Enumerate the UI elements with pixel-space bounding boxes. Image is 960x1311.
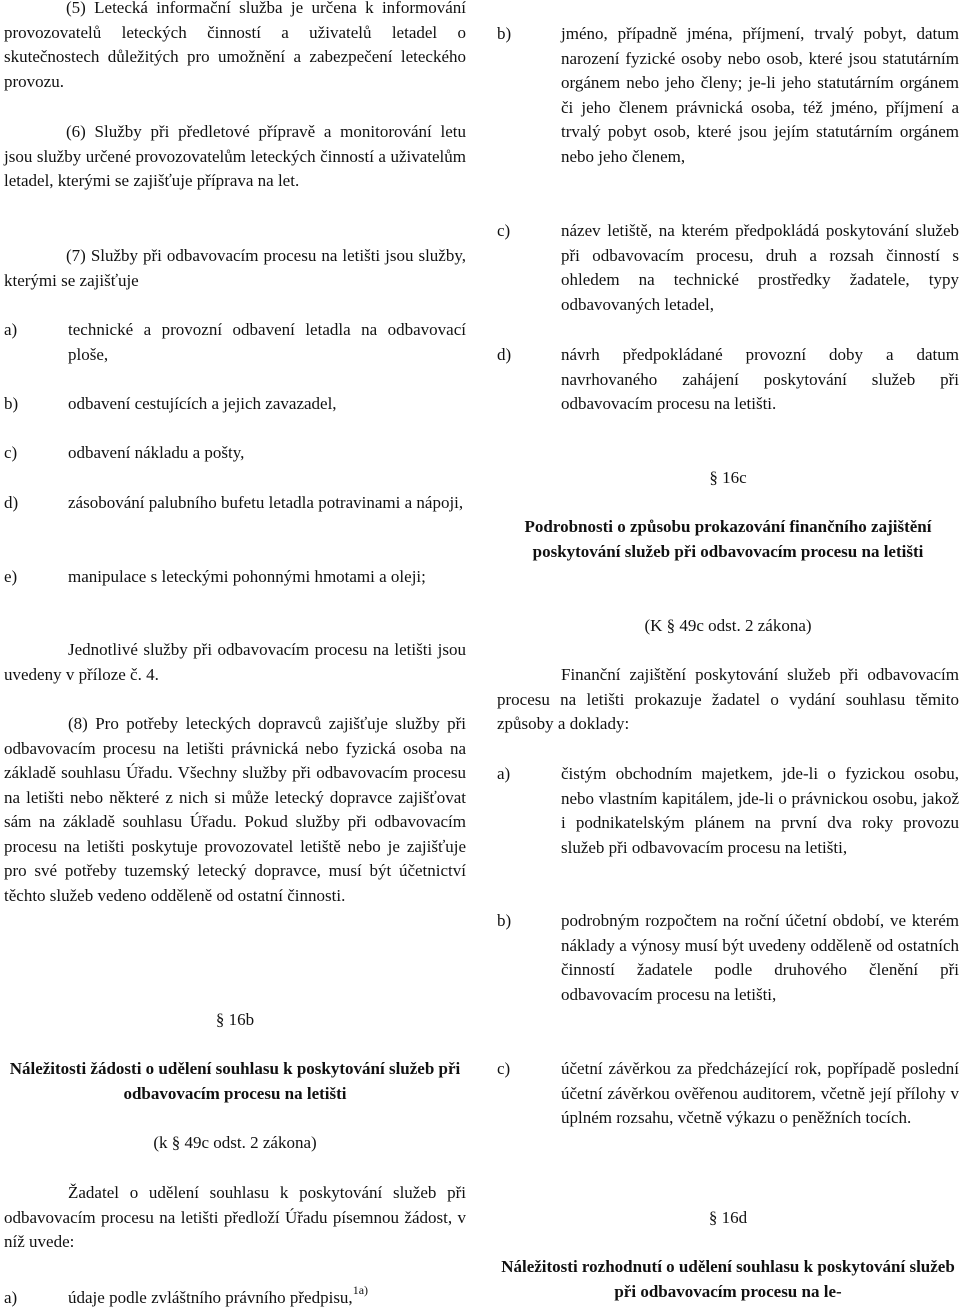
list-item-label: e): [4, 567, 18, 586]
list-item-label: d): [4, 493, 19, 512]
section-intro-16c: Finanční zajištění poskytování služeb při odbavovacím procesu na letišti prokazuje žadatel o vydání souhlasu těmito způsoby a doklady:: [497, 665, 959, 733]
section-number-16c: § 16c: [709, 468, 747, 487]
paragraph-7: (7) Služby při odbavovacím procesu na letišti jsou služby, kterými se zajišťuje: [4, 246, 466, 290]
paragraph-jednotlive: Jednotlivé služby při odbavovacím procesu na letišti jsou uvedeny v příloze č. 4.: [4, 640, 466, 684]
list-item-text: návrh předpokládané provozní doby a datum navrhovaného zahájení poskytování služeb při odbavovacím procesu na letišti.: [561, 345, 959, 413]
section-ref-16c: (K § 49c odst. 2 zákona): [644, 616, 812, 635]
list-item-text: účetní závěrkou za předcházející rok, popřípadě poslední účetní závěrkou ověřenou auditorem, včetně její přílohy v úplném rozsahu, včetně výkazu o peněžních tocích.: [561, 1059, 959, 1127]
list-item-text: jméno, případně jména, příjmení, trvalý pobyt, datum narození fyzické osoby nebo osob, které jsou statutárním orgánem nebo jeho členy; je-li jeho statutárním orgánem či jeho členem právnická osoba, též jméno, příjmení a trvalý pobyt osob, které jsou jejím statutárním orgánem nebo jeho členem,: [561, 24, 959, 166]
footnote-ref: 1a): [352, 1283, 369, 1298]
list-item-label: b): [497, 24, 512, 43]
paragraph-5: (5) Letecká informační služba je určena k informování provozovatelů leteckých činností a uživatelů letadel o skutečnostech důležitých pro umožnění a zabezpečení leteckého provozu.: [4, 0, 466, 91]
section-title-16b: Náležitosti žádosti o udělení souhlasu k poskytování služeb při odbavovacím procesu na letišti: [9, 1059, 461, 1103]
paragraph-8: (8) Pro potřeby leteckých dopravců zajišťuje služby při odbavovacím procesu na letišti právnická nebo fyzická osoba na základě souhlasu Úřadu. Všechny služby při odbavovacím procesu na letišti nebo některé z nich si může letecký dopravce zajišťovat sám na základě souhlasu Úřadu. Pokud služby při odbavovacím procesu na letišti poskytuje provozovatel letiště nebo je zajišťuje pro své potřeby tuzemský letecký dopravce, musí být účetnictví těchto služeb vedeno odděleně od ostatní činnosti.: [4, 714, 466, 905]
list-item-text-content: údaje podle zvláštního právního předpisu,: [68, 1288, 353, 1307]
list-item-text: čistým obchodním majetkem, jde-li o fyzickou osobu, nebo vlastním kapitálem, jde-li o právnickou osobu, jakož i podnikatelským plánem na první dva roky provozu služeb při odbavovacím procesu na letišti,: [561, 764, 959, 857]
list-item-label: b): [4, 394, 19, 413]
list-item-text: [68, 1283, 466, 1311]
list-item-label: c): [497, 221, 511, 240]
list-item-label: a): [4, 1288, 18, 1307]
list-item-text: zásobování palubního bufetu letadla potravinami a nápoji,: [68, 493, 464, 512]
list-item-text: název letiště, na kterém předpokládá poskytování služeb při odbavovacím procesu, druh a rozsah činností s ohledem na technické prostředky žadatele, typy odbavovaných letadel,: [561, 221, 959, 314]
section-intro-16b: Žadatel o udělení souhlasu k poskytování služeb při odbavovacím procesu na letišti předloží Úřadu písemnou žádost, v níž uvede:: [4, 1183, 466, 1251]
list-item-label: c): [497, 1059, 511, 1078]
section-title-16d: Náležitosti rozhodnutí o udělení souhlasu k poskytování služeb při odbavovacím procesu na le-: [501, 1257, 955, 1301]
list-item-label: c): [4, 443, 18, 462]
list-item-text: podrobným rozpočtem na roční účetní období, ve kterém náklady a výnosy musí být uvedeny odděleně od ostatních činností žadatele podle druhového členění při odbavovacím procesu na letišti,: [561, 911, 959, 1004]
section-number-16d: § 16d: [708, 1208, 748, 1227]
section-number-16b: § 16b: [215, 1010, 255, 1029]
list-item-text: odbavení cestujících a jejich zavazadel,: [68, 394, 337, 413]
section-title-16c: Podrobnosti o způsobu prokazování finančního zajištění poskytování služeb při odbavovacím procesu na letišti: [524, 517, 932, 561]
section-ref-16b: (k § 49c odst. 2 zákona): [153, 1133, 317, 1152]
list-item-text: technické a provozní odbavení letadla na odbavovací ploše,: [68, 320, 466, 364]
list-item-text: manipulace s leteckými pohonnými hmotami a oleji;: [68, 567, 426, 586]
paragraph-6: (6) Služby při předletové přípravě a monitorování letu jsou služby určené provozovatelům leteckých činností a uživatelům letadel, kterými se zajišťuje příprava na let.: [4, 122, 466, 190]
list-item-label: d): [497, 345, 512, 364]
list-item-label: a): [497, 764, 511, 783]
list-item-label: b): [497, 911, 512, 930]
list-item-text: odbavení nákladu a pošty,: [68, 443, 245, 462]
list-item-label: a): [4, 320, 18, 339]
